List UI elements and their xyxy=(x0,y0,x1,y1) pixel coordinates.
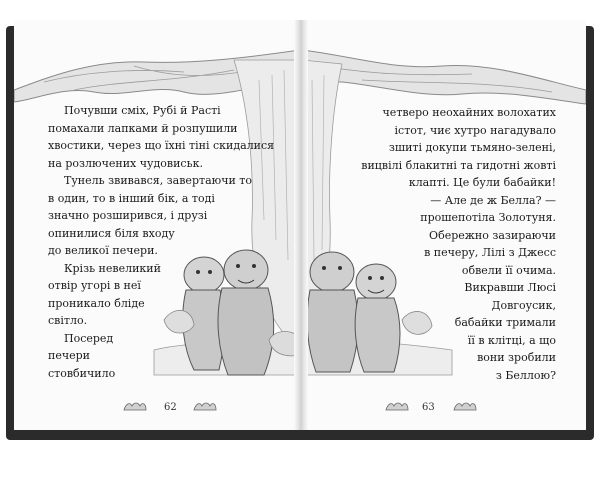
page-ornament-icon xyxy=(192,400,218,412)
text-line: опинилися біля входу xyxy=(48,226,175,240)
text-line: значно розширився, і друзі xyxy=(48,209,208,222)
text-line: Крізь невеликий xyxy=(64,261,161,275)
text-line: з Беллою? xyxy=(495,368,556,382)
right-page-text xyxy=(361,104,556,384)
text-line: в один, то в інший бік, а тоді xyxy=(48,191,215,205)
text-line: обвели її очима. xyxy=(461,263,556,277)
text-line: до великої печери. xyxy=(48,244,158,257)
text-line: вицвілі блакитні та гидотні жовті xyxy=(361,158,556,172)
page-ornament-icon xyxy=(384,400,410,412)
text-line: істот, чиє хутро нагадувало xyxy=(394,123,556,137)
page-ornament-icon xyxy=(122,400,148,412)
text-line: четверо неохайних волохатих xyxy=(382,106,556,119)
text-line: хвостики, через що їхні тіні скидалися xyxy=(48,139,275,152)
text-line: світло. xyxy=(48,314,88,327)
right-page xyxy=(302,20,586,430)
text-line: прошепотіла Золотуня. xyxy=(420,211,556,224)
text-line: клапті. Це були бабайки! xyxy=(408,176,556,189)
open-book xyxy=(6,20,594,440)
text-line: проникало бліде xyxy=(48,296,145,310)
book-gutter xyxy=(294,20,308,430)
left-page-text xyxy=(48,102,274,382)
text-line: вони зробили xyxy=(477,351,556,364)
text-line: печери xyxy=(48,349,90,362)
text-line: Посеред xyxy=(64,331,114,345)
text-line: Довгоусик, xyxy=(491,298,556,312)
troll-creature-3 xyxy=(307,252,358,372)
text-line: її в клітці, а що xyxy=(467,333,556,347)
text-line: на розлючених чудовиськ. xyxy=(48,156,203,170)
text-line: Обережно зазираючи xyxy=(429,228,556,242)
text-line: стовбичило xyxy=(48,366,116,380)
text-line: Почувши сміх, Рубі й Расті xyxy=(64,104,221,117)
text-line: помахали лапками й розпушили xyxy=(48,121,238,135)
text-line: бабайки тримали xyxy=(454,316,556,329)
page-ornament-icon xyxy=(452,400,478,412)
text-line: Викравши Люсі xyxy=(464,281,556,294)
page-number: 62 xyxy=(164,402,177,413)
text-line: зшиті докупи тьмяно-зелені, xyxy=(388,141,556,154)
text-line: — Але де ж Белла? — xyxy=(430,193,556,207)
text-line: Тунель звивався, завертаючи то xyxy=(64,174,253,187)
text-line: отвір угорі в неї xyxy=(48,279,141,292)
left-page xyxy=(14,20,301,430)
text-line: в печеру, Лілі з Джесс xyxy=(424,246,556,259)
page-number: 63 xyxy=(422,402,435,413)
